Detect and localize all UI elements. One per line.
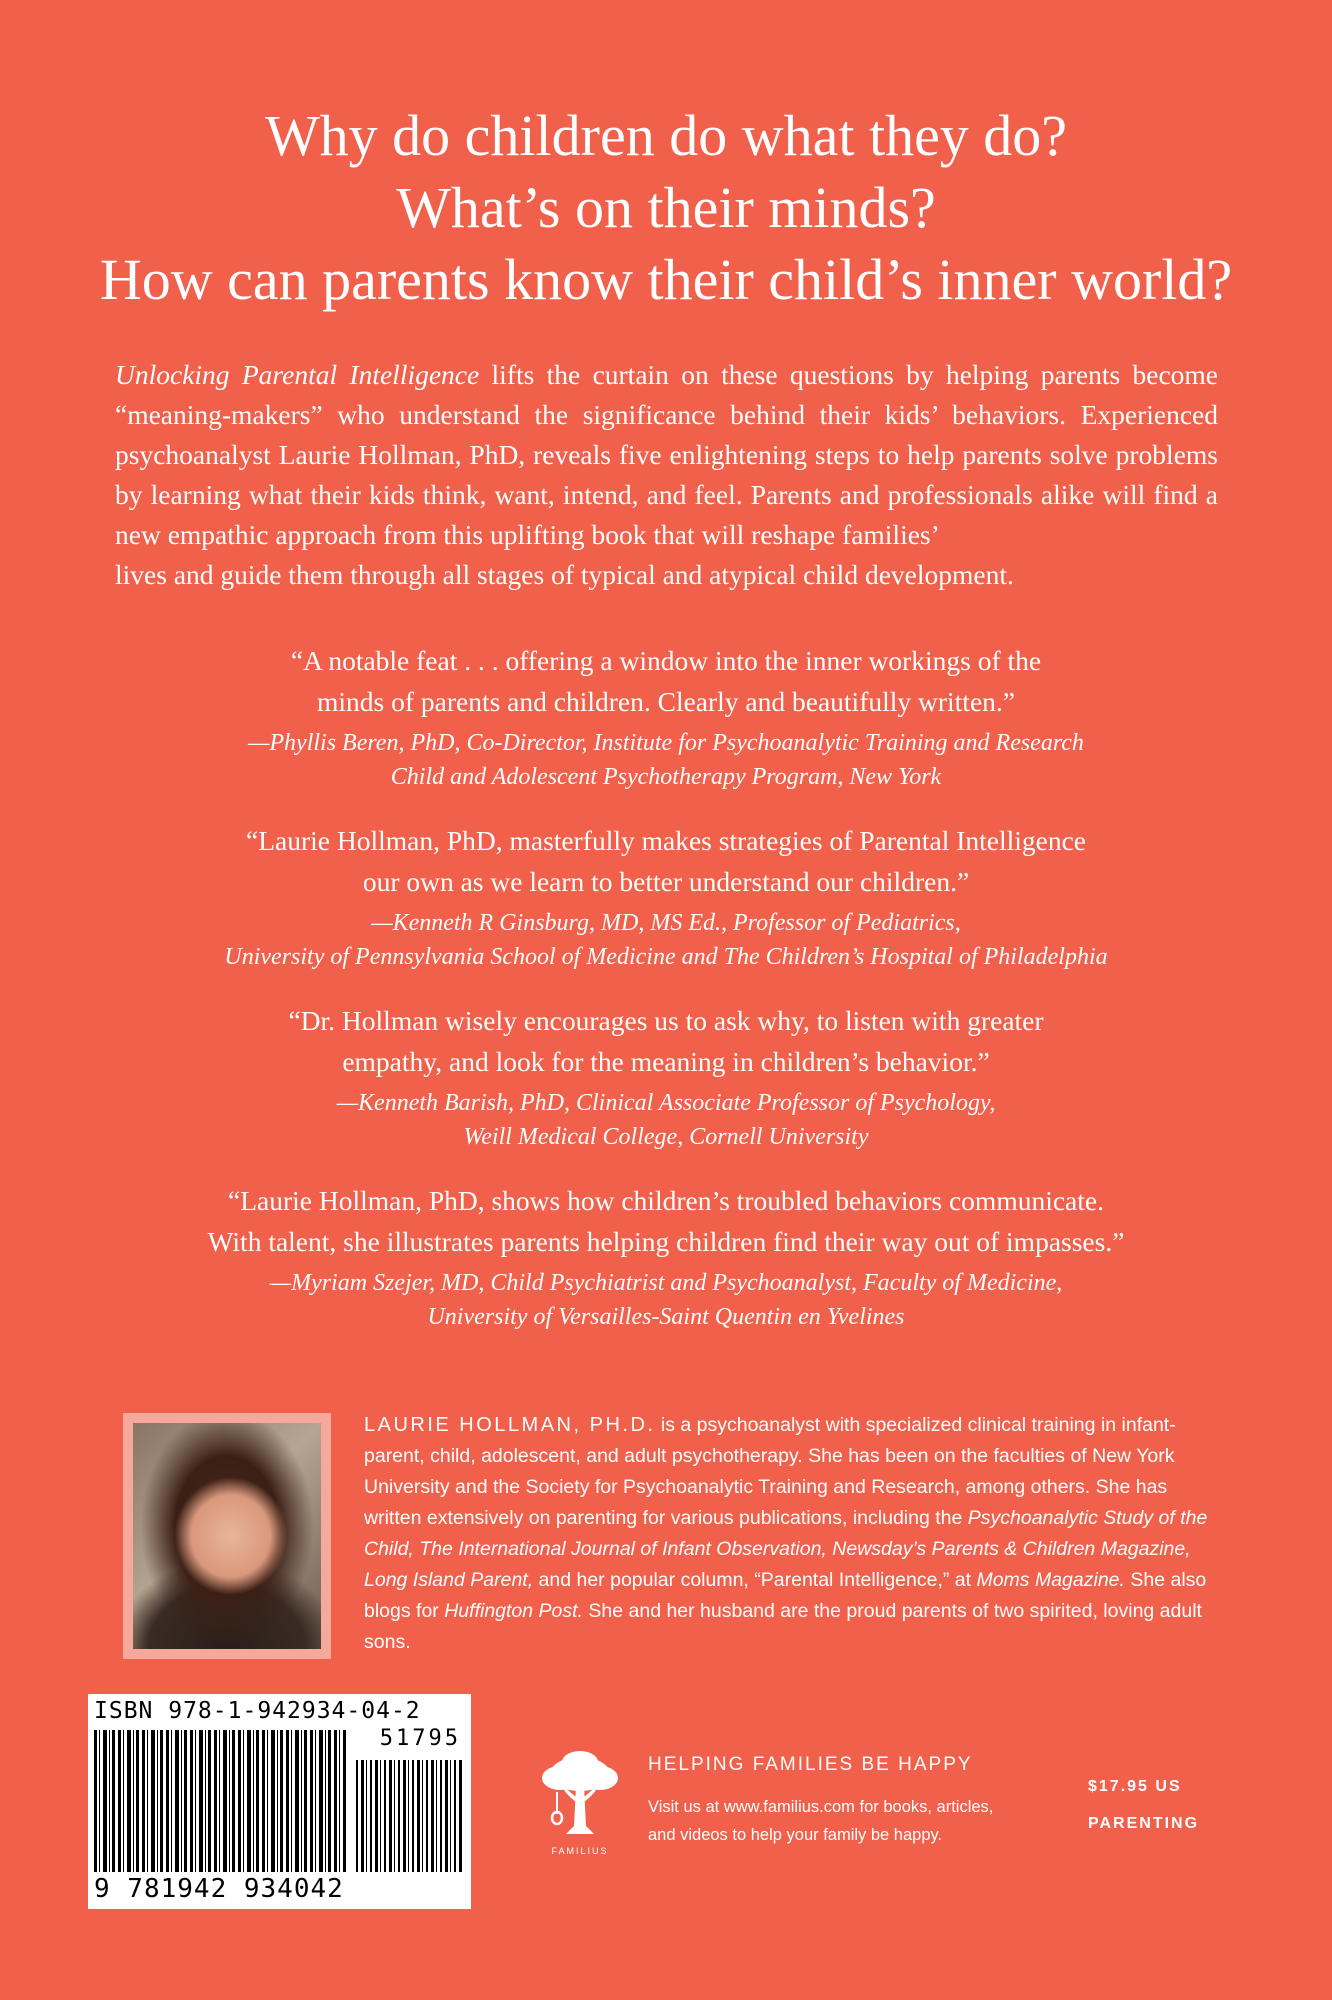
- author-photo-frame: [123, 1413, 331, 1659]
- quote-line: “Laurie Hollman, PhD, shows how children’s troubled behaviors communicate.: [228, 1185, 1104, 1216]
- attribution-line: —Phyllis Beren, PhD, Co-Director, Institute for Psychoanalytic Training and Research: [248, 730, 1084, 756]
- quote-line: With talent, she illustrates parents helping children find their way out of impasses.”: [207, 1226, 1125, 1257]
- author-photo: [133, 1423, 321, 1649]
- attribution-line: Weill Medical College, Cornell University: [463, 1124, 869, 1150]
- headline: [0, 100, 1332, 316]
- attribution-line: University of Pennsylvania School of Medicine and The Children’s Hospital of Philadelphia: [224, 944, 1108, 970]
- endorsement: [0, 640, 1332, 794]
- description-text: lifts the curtain on these questions by helping parents become “meaning-makers” who understand the significance behind their kids’ behaviors. Experienced psychoanalyst Laurie Hollman, PhD, reveals five enlightening steps to help parents solve problems by learning what their kids think, want, intend, and feel. Parents and professionals alike will find a new empathic approach from this uplifting book that will reshape families’: [115, 359, 1219, 550]
- bio-publication: Moms Magazine.: [976, 1569, 1125, 1591]
- quote-line: “Dr. Hollman wisely encourages us to ask why, to listen with greater: [288, 1005, 1044, 1036]
- bio-publications: Psychoanalytic Study of the Child, The International Journal of Infant Observation, Newsday’s Parents & Children Magazine, Long Island Parent,: [364, 1507, 1208, 1591]
- book-description: [115, 355, 1218, 595]
- familius-tree-logo: [536, 1748, 624, 1860]
- endorsement: [0, 1180, 1332, 1334]
- quote-attribution: [0, 726, 1332, 794]
- attribution-line: University of Versailles-Saint Quentin en Yvelines: [427, 1304, 905, 1330]
- visit-line: and videos to help your family be happy.: [648, 1826, 943, 1844]
- price-amount: $17.95 US: [1088, 1778, 1182, 1795]
- quote-line: empathy, and look for the meaning in children’s behavior.”: [342, 1046, 990, 1077]
- isbn-label: ISBN 978-1-942934-04-2: [94, 1698, 421, 1724]
- attribution-line: —Myriam Szejer, MD, Child Psychiatrist and Psychoanalyst, Faculty of Medicine,: [269, 1270, 1063, 1296]
- bio-publication: Huffington Post.: [444, 1600, 583, 1622]
- bio-text: She and her husband are the proud parents of two spirited, loving adult sons.: [364, 1600, 1202, 1653]
- quote-attribution: [0, 906, 1332, 974]
- headline-line-1: Why do children do what they do?: [264, 103, 1068, 168]
- quote-line: minds of parents and children. Clearly and beautifully written.”: [317, 686, 1015, 717]
- quote-line: our own as we learn to better understand our children.”: [362, 866, 970, 897]
- publisher-visit-text: [648, 1793, 1048, 1849]
- bio-text: She also blogs for: [364, 1569, 1207, 1622]
- quote-line: “Laurie Hollman, PhD, masterfully makes strategies of Parental Intelligence: [246, 825, 1086, 856]
- barcode-digits: 9 781942 934042: [94, 1874, 344, 1904]
- bio-text: and her popular column, “Parental Intelligence,” at: [533, 1569, 977, 1591]
- price-block: [1088, 1768, 1199, 1842]
- attribution-line: Child and Adolescent Psychotherapy Program, New York: [390, 764, 942, 790]
- quote-line: “A notable feat . . . offering a window into the inner workings of the: [290, 645, 1042, 676]
- headline-line-3: How can parents know their child’s inner world?: [99, 247, 1233, 312]
- description-last-line: lives and guide them through all stages of typical and atypical child development.: [115, 559, 1014, 590]
- endorsement: [0, 1000, 1332, 1154]
- barcode-price-code: 51795: [379, 1726, 461, 1751]
- barcode-addon-bars: [356, 1760, 462, 1872]
- quote-attribution: [0, 1086, 1332, 1154]
- logo-wordmark: FAMILIUS: [551, 1846, 609, 1856]
- attribution-line: —Kenneth R Ginsburg, MD, MS Ed., Professor of Pediatrics,: [371, 910, 961, 936]
- isbn-barcode: [88, 1694, 471, 1909]
- book-title: Unlocking Parental Intelligence: [115, 359, 480, 390]
- attribution-line: —Kenneth Barish, PhD, Clinical Associate Professor of Psychology,: [336, 1090, 996, 1116]
- author-name: LAURIE HOLLMAN, PH.D.: [364, 1414, 656, 1436]
- visit-line: Visit us at www.familius.com for books, articles,: [648, 1798, 994, 1816]
- author-bio: [364, 1410, 1222, 1658]
- publisher-tagline: HELPING FAMILIES BE HAPPY: [648, 1754, 973, 1775]
- barcode-bars: [94, 1730, 346, 1872]
- quote-attribution: [0, 1266, 1332, 1334]
- endorsement: [0, 820, 1332, 974]
- endorsements: [0, 640, 1332, 1360]
- bio-text: is a psychoanalyst with specialized clinical training in infant-parent, child, adolescent, and adult psychotherapy. She has been on the faculties of New York University and the Society for Psychoanalytic Training and Research, among others. She has written extensively on parenting for various publications, including the: [364, 1414, 1176, 1529]
- book-category: PARENTING: [1088, 1815, 1200, 1832]
- headline-line-2: What’s on their minds?: [396, 175, 936, 240]
